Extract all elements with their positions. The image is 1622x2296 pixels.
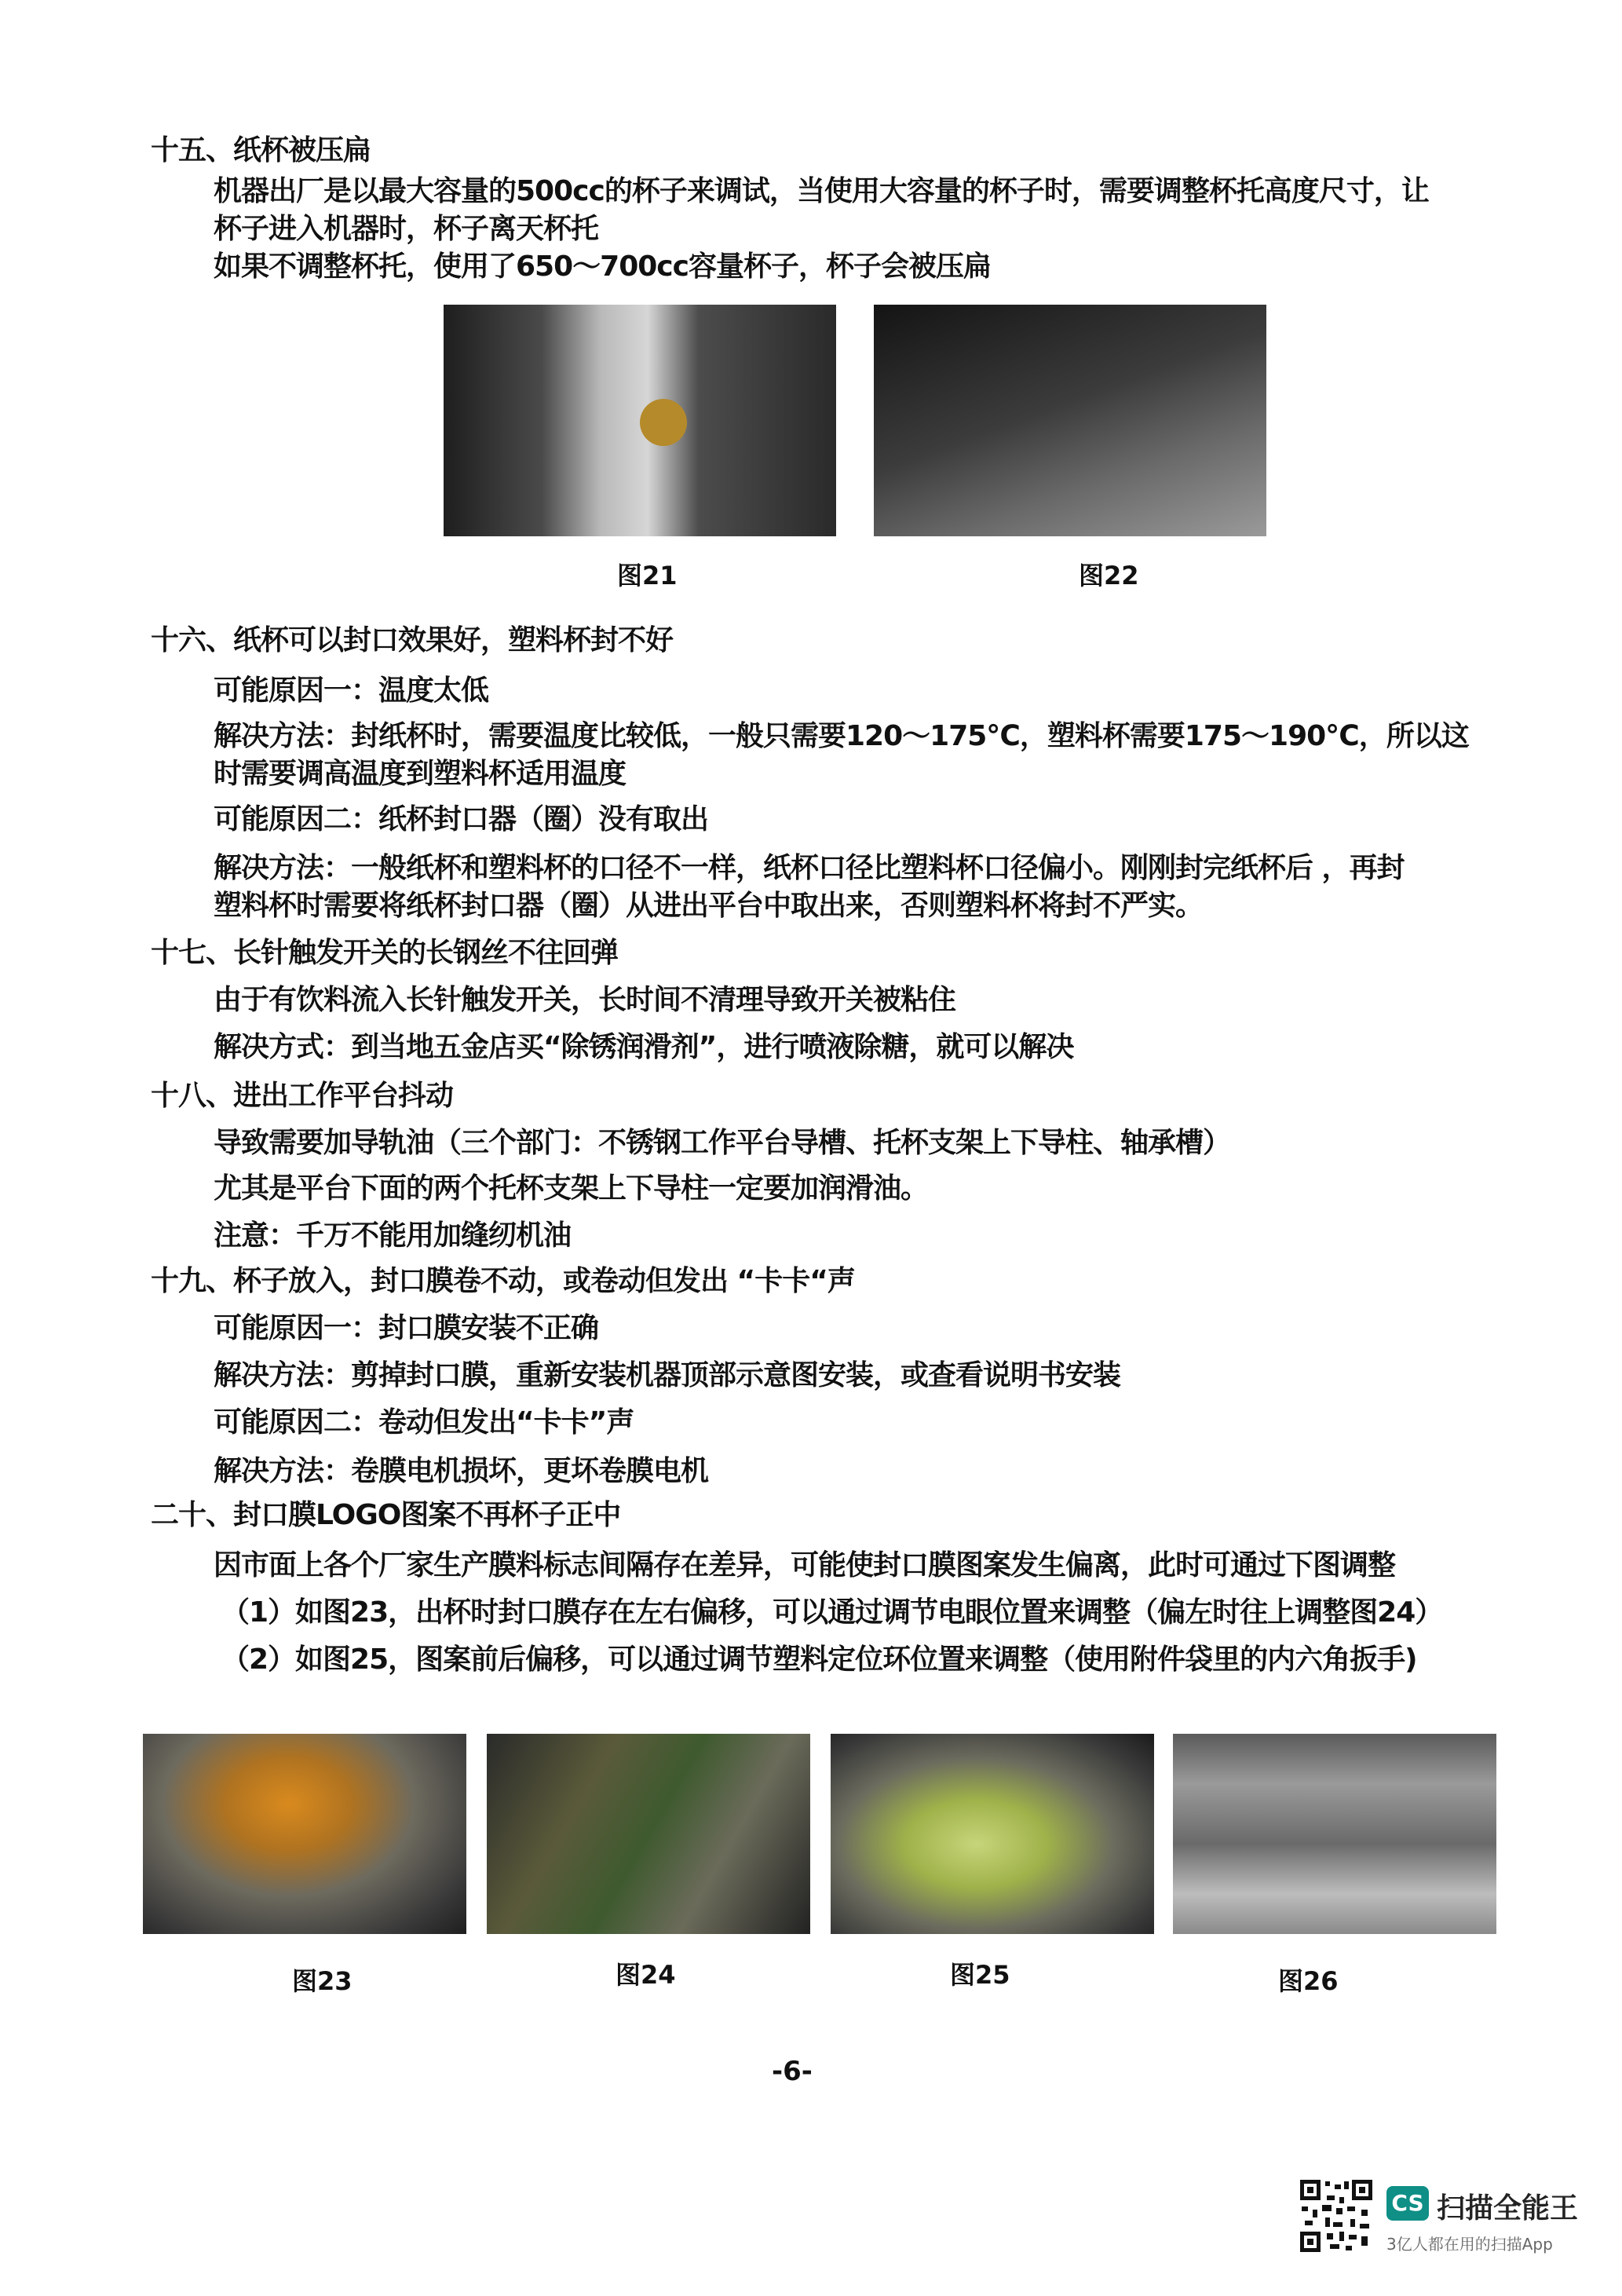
section-15-heading: 十五、纸杯被压扁: [151, 134, 371, 166]
figure-25-photo: [831, 1734, 1154, 1934]
scanner-app-tagline: 3亿人都在用的扫描App: [1386, 2235, 1553, 2254]
section-20-line-3: （2）如图25，图案前后偏移，可以通过调节塑料定位环位置来调整（使用附件袋里的内六角扳手): [221, 1643, 1417, 1676]
section-15-line-1: 机器出厂是以最大容量的500cc的杯子来调试，当使用大容量的杯子时，需要调整杯托高度尺寸，让: [214, 175, 1429, 207]
figure-26-photo: [1173, 1734, 1496, 1934]
figure-26-caption: 图26: [1278, 1966, 1339, 1996]
figure-24-caption: 图24: [616, 1960, 676, 1990]
section-16-line-6: 塑料杯时需要将纸杯封口器（圈）从进出平台中取出来，否则塑料杯将封不严实。: [214, 890, 1204, 922]
section-18-line-1: 导致需要加导轨油（三个部门：不锈钢工作平台导槽、托杯支架上下导柱、轴承槽）: [214, 1127, 1231, 1159]
page-number: -6-: [772, 2056, 813, 2087]
section-19-line-3: 可能原因二：卷动但发出“卡卡”声: [214, 1406, 634, 1439]
section-20-heading: 二十、封口膜LOGO图案不再杯子正中: [151, 1499, 621, 1531]
section-16-line-5: 解决方法：一般纸杯和塑料杯的口径不一样，纸杯口径比塑料杯口径偏小。刚刚封完纸杯后 ，再封: [214, 852, 1405, 884]
camscanner-logo-icon: CS: [1386, 2186, 1429, 2221]
section-19-heading: 十九、杯子放入，封口膜卷不动，或卷动但发出 “卡卡“声: [151, 1265, 855, 1297]
section-15-line-2: 杯子进入机器时，杯子离天杯托: [214, 213, 599, 245]
figure-21-caption: 图21: [617, 561, 678, 590]
section-17-line-1: 由于有饮料流入长针触发开关，长时间不清理导致开关被粘住: [214, 984, 956, 1016]
section-17-line-2: 解决方式：到当地五金店买“除锈润滑剂”，进行喷液除糖，就可以解决: [214, 1031, 1074, 1063]
section-19-line-4: 解决方法：卷膜电机损坏，更坏卷膜电机: [214, 1455, 709, 1487]
section-19-line-2: 解决方法：剪掉封口膜，重新安装机器顶部示意图安装，或查看说明书安装: [214, 1359, 1121, 1391]
section-16-line-1: 可能原因一：温度太低: [214, 675, 489, 707]
section-16-heading: 十六、纸杯可以封口效果好，塑料杯封不好: [151, 624, 674, 656]
section-17-heading: 十七、长针触发开关的长钢丝不往回弹: [151, 937, 619, 969]
section-16-line-2: 解决方法：封纸杯时，需要温度比较低，一般只需要120～175℃，塑料杯需要175～190℃，所以这: [214, 720, 1469, 752]
section-15-line-3: 如果不调整杯托，使用了650～700cc容量杯子，杯子会被压扁: [214, 250, 991, 283]
section-18-line-2: 尤其是平台下面的两个托杯支架上下导柱一定要加润滑油。: [214, 1172, 929, 1205]
section-16-line-3: 时需要调高温度到塑料杯适用温度: [214, 758, 627, 790]
scanner-app-name: 扫描全能王: [1437, 2192, 1579, 2225]
section-16-line-4: 可能原因二：纸杯封口器（圈）没有取出: [214, 803, 709, 835]
qr-code-icon: [1299, 2178, 1374, 2254]
section-18-heading: 十八、进出工作平台抖动: [151, 1080, 454, 1112]
figure-22-photo: [874, 305, 1266, 536]
figure-22-caption: 图22: [1079, 561, 1139, 590]
figure-23-caption: 图23: [292, 1966, 353, 1996]
section-20-line-1: 因市面上各个厂家生产膜料标志间隔存在差异，可能使封口膜图案发生偏离，此时可通过下图调整: [214, 1549, 1396, 1581]
figure-23-photo: [143, 1734, 466, 1934]
section-20-line-2: （1）如图23，出杯时封口膜存在左右偏移，可以通过调节电眼位置来调整（偏左时往上调整图24）: [221, 1596, 1443, 1629]
section-18-line-3: 注意：千万不能用加缝纫机油: [214, 1219, 572, 1252]
figure-21-photo: [444, 305, 836, 536]
section-19-line-1: 可能原因一：封口膜安装不正确: [214, 1312, 599, 1344]
figure-25-caption: 图25: [950, 1960, 1010, 1990]
figure-24-photo: [487, 1734, 810, 1934]
